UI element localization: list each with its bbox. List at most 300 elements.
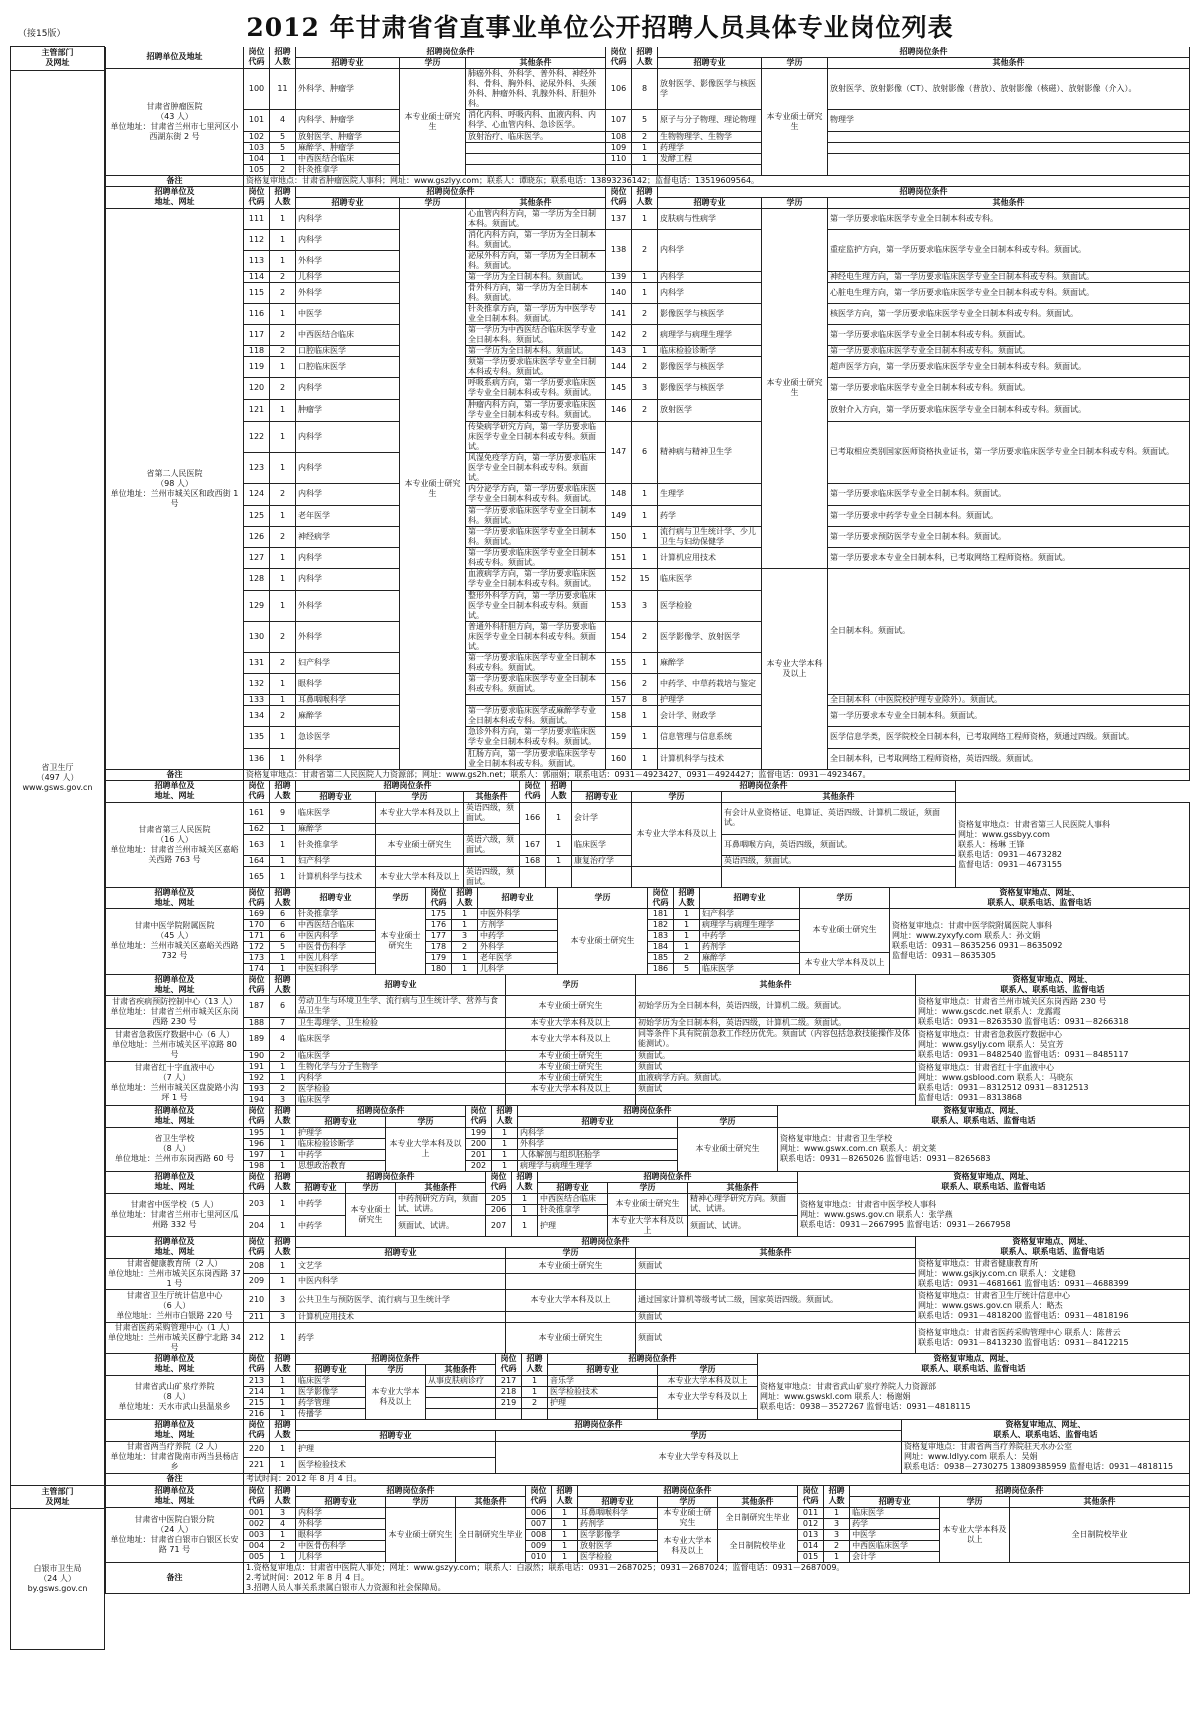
post-code: 112 <box>244 229 270 250</box>
post-code: 160 <box>606 748 632 769</box>
table-cell: 学历 <box>632 791 722 802</box>
section-chinese-medicine-hospital <box>105 887 1190 975</box>
post-code: 128 <box>244 568 270 590</box>
unit-name: 甘肃省卫生厅统计信息中心 （6 人） 单位地址：兰州市白银路 220 号 <box>106 1289 244 1322</box>
table-cell: 学历 <box>940 1496 1010 1507</box>
post-major: 公共卫生与预防医学、流行病与卫生统计学 <box>296 1289 506 1311</box>
post-count: 3 <box>270 1289 296 1311</box>
post-other: 泌尿外科方向，第一学历为全日制本科。须面试。 <box>466 250 606 271</box>
section-third-hospital <box>105 780 1190 888</box>
table-row <box>106 705 1190 726</box>
post-major: 麻醉学、肿瘤学 <box>296 142 400 153</box>
table-cell: 招聘专业 <box>296 887 376 908</box>
post-major: 外科学 <box>296 1518 386 1529</box>
post-code: 107 <box>606 109 632 131</box>
post-major: 护理学 <box>296 1127 386 1138</box>
post-major: 药学 <box>850 1518 940 1529</box>
table-cell: 招聘 人数 <box>270 1171 296 1193</box>
post-other <box>466 164 606 175</box>
note-text: 资格复审地点：甘肃省肿瘤医院人事科；网址：www.gszlyy.com；联系人：谭晓东；联系电话：13893236142；监督电话：13519609564。 <box>244 175 1190 186</box>
post-major: 耳鼻咽喉科学 <box>296 694 400 705</box>
table-cell: 学历 <box>608 1182 688 1193</box>
table-cell: 招聘 人数 <box>512 1171 538 1193</box>
table-row <box>106 208 1190 229</box>
post-edu <box>506 1311 636 1322</box>
post-edu: 本专业大学本科及以上 <box>506 1083 636 1094</box>
post-count: 8 <box>632 68 658 109</box>
post-major: 病理学与病理生理学 <box>518 1160 678 1171</box>
contact-info: 资格复审地点：甘肃省卫生学校 网址：www.gswx.com.cn 联系人：胡文莱 联系电话：0931－8265026 监督电话：0931－8265683 <box>778 1127 1190 1171</box>
table-cell: 岗位 代码 <box>244 47 270 69</box>
post-code: 161 <box>244 802 270 823</box>
post-code: 133 <box>244 694 270 705</box>
table-cell: 学历 <box>386 1496 456 1507</box>
table-cell: 岗位 代码 <box>798 1486 824 1508</box>
post-major: 计算机应用技术 <box>296 1311 506 1322</box>
table-row <box>106 1127 1190 1138</box>
post-other: 须面试、试讲。 <box>688 1215 798 1236</box>
table-cell: 学历 <box>400 57 466 68</box>
post-count: 1 <box>270 399 296 421</box>
post-count: 1 <box>270 1551 296 1562</box>
post-count: 1 <box>270 823 296 834</box>
table-cell: 招聘岗位条件 <box>658 47 1190 58</box>
post-code: 013 <box>798 1529 824 1540</box>
post-code: 162 <box>244 823 270 834</box>
unit-name: 省卫生学校 （8 人） 单位地址：兰州市东岗西路 60 号 <box>106 1127 244 1171</box>
post-other: 消化内科方向，第一学历为全日制本科。须面试。 <box>466 229 606 250</box>
post-major: 口腔临床医学 <box>296 345 400 356</box>
post-count: 1 <box>452 908 478 919</box>
post-major: 劳动卫生与环境卫生学、流行病与卫生统计学、营养与食品卫生学 <box>296 995 506 1017</box>
post-major: 临床医学 <box>296 1094 506 1105</box>
post-other: 已考取相应类别国家医师资格执业证书，第一学历要求临床医学专业全日制本科或专科。须面试。 <box>828 421 1190 483</box>
post-code: 104 <box>244 153 270 164</box>
post-count: 3 <box>632 590 658 621</box>
post-count: 2 <box>270 345 296 356</box>
post-count: 1 <box>270 952 296 963</box>
post-other: 英语六级，须面试。 <box>464 834 520 855</box>
table-cell: 岗位 代码 <box>606 47 632 69</box>
post-count: 1 <box>546 855 572 866</box>
table-cell: 其他条件 <box>466 57 606 68</box>
post-major: 外科学 <box>296 282 400 303</box>
table-cell: 招聘 人数 <box>270 1486 296 1508</box>
table-cell: 招聘岗位条件 <box>578 1486 798 1497</box>
table-row <box>106 68 1190 109</box>
post-code: 199 <box>466 1127 492 1138</box>
table-row <box>106 694 1190 705</box>
post-count: 1 <box>452 963 478 974</box>
post-other <box>828 131 1190 142</box>
note-label: 备注 <box>106 1473 244 1485</box>
post-other: 医学信息学类，医学院校全日制本科，已考取网络工程师资格，须通过四级。须面试。 <box>828 726 1190 748</box>
post-major: 儿科学 <box>478 963 558 974</box>
post-major: 眼科学 <box>296 673 400 694</box>
post-other: 第一学历要求临床医学专业全日制本科。须面试。 <box>466 526 606 547</box>
post-code: 211 <box>244 1311 270 1322</box>
table-cell: 招聘专业 <box>296 974 506 995</box>
post-code: 209 <box>244 1274 270 1290</box>
post-major: 精神病与精神卫生学 <box>658 421 762 483</box>
table-cell: 学历 <box>506 974 636 995</box>
post-major: 外科学 <box>296 621 400 652</box>
post-major: 药学 <box>658 505 762 526</box>
post-major: 中西医结合临床 <box>538 1193 608 1204</box>
table-cell: 招聘专业 <box>478 887 558 908</box>
post-other: 放射介入方向，第一学历要求临床医学专业全日制本科或专科。须面试。 <box>828 399 1190 421</box>
post-count: 6 <box>270 995 296 1017</box>
post-count: 1 <box>632 547 658 568</box>
table-cell: 学历 <box>496 1430 902 1441</box>
post-major: 老年医学 <box>478 952 558 963</box>
note-text: 资格复审地点：甘肃省第二人民医院人力资源部；网址：www.gs2h.net；联系人：郭丽娟；联系电话：0931－4923427、0931－4924427；监督电话：0931－4923467。 <box>244 769 1190 780</box>
post-code: 182 <box>648 919 674 930</box>
post-code: 190 <box>244 1050 270 1061</box>
post-other: 针灸推拿方向，第一学历为中医学专业全日制本科。须面试。 <box>466 303 606 324</box>
table-cell: 招聘专业 <box>296 1430 496 1441</box>
post-other <box>828 153 1190 175</box>
post-code: 113 <box>244 250 270 271</box>
post-code: 143 <box>606 345 632 356</box>
post-count: 1 <box>512 1204 538 1215</box>
post-count: 1 <box>632 726 658 748</box>
post-other: 第一学历要求临床医学专业全日制本科或专科。须面试。 <box>466 673 606 694</box>
table-cell: 招聘单位及 地址、网址 <box>106 1171 244 1193</box>
post-code: 008 <box>526 1529 552 1540</box>
post-code: 155 <box>606 652 632 673</box>
unit-name: 甘肃省健康教育所（2 人） 单位地址：兰州市城关区东岗西路 371 号 <box>106 1258 244 1289</box>
post-count: 1 <box>632 748 658 769</box>
post-code: 184 <box>648 941 674 952</box>
table-cell: 招聘岗位条件 <box>296 1419 902 1430</box>
post-major: 内科学 <box>658 229 762 271</box>
post-major: 外科学 <box>518 1138 678 1149</box>
post-count: 2 <box>632 131 658 142</box>
post-code: 186 <box>648 963 674 974</box>
post-count: 1 <box>270 855 296 866</box>
post-other: 第一学历要求中药学专业全日制本科。须面试。 <box>828 505 1190 526</box>
post-count: 1 <box>546 834 572 855</box>
post-other: 消化内科、呼吸内科、血液内科、内科学、心血管内科、急诊医学。 <box>466 109 606 131</box>
table-cell: 学历 <box>800 887 890 908</box>
post-other: 同等条件下具有院前急救工作经历优先。须面试（内容包括急救技能操作及体能测试）。 <box>636 1028 916 1050</box>
post-code: 116 <box>244 303 270 324</box>
contact-info: 资格复审地点：甘肃省健康教育所 网址：www.gsjkjy.com.cn 联系人：文建稳 联系电话：0931－4681661 监督电话：0931－4688399 <box>916 1258 1190 1289</box>
post-edu <box>376 855 464 866</box>
post-code: 101 <box>244 109 270 131</box>
post-count: 1 <box>270 673 296 694</box>
post-count: 1 <box>270 590 296 621</box>
post-code: 012 <box>798 1518 824 1529</box>
post-count: 1 <box>552 1551 578 1562</box>
post-code: 001 <box>244 1507 270 1518</box>
post-edu: 本专业大学本科及以上 <box>658 1529 718 1562</box>
post-code: 203 <box>244 1193 270 1215</box>
post-edu: 本专业硕士研究生 <box>762 208 828 568</box>
post-count: 6 <box>270 919 296 930</box>
post-code: 125 <box>244 505 270 526</box>
table-cell: 招聘单位及 地址、网址 <box>106 1486 244 1508</box>
post-count: 2 <box>270 324 296 345</box>
post-count: 1 <box>632 282 658 303</box>
post-code: 130 <box>244 621 270 652</box>
post-edu: 本专业硕士研究生 <box>558 908 648 974</box>
post-count: 2 <box>632 399 658 421</box>
post-major: 麻醉学 <box>658 652 762 673</box>
post-count: 2 <box>452 941 478 952</box>
post-count: 6 <box>270 930 296 941</box>
post-code: 124 <box>244 483 270 505</box>
post-code: 183 <box>648 930 674 941</box>
post-count: 1 <box>270 726 296 748</box>
post-major: 针灸推拿学 <box>296 834 376 855</box>
page-title: 2012 年甘肃省省直事业单位公开招聘人员具体专业岗位列表 <box>246 13 954 42</box>
post-count: 1 <box>270 1258 296 1274</box>
post-major: 病理学与病理生理学 <box>658 324 762 345</box>
table-cell: 招聘 人数 <box>674 887 700 908</box>
table-row <box>106 483 1190 505</box>
unit-name: 甘肃省疾病预防控制中心（13 人） 单位地址：甘肃省兰州市城关区东岗西路 230 号 <box>106 995 244 1028</box>
post-code: 138 <box>606 229 632 271</box>
contact-info: 资格复审地点：甘肃省医药采购管理中心 联系人：陈普云 联系电话：0931－8413230 监督电话：0931－8412215 <box>916 1322 1190 1353</box>
post-major: 中药学 <box>700 930 800 941</box>
post-edu: 本专业大学本科及以上 <box>658 1375 758 1386</box>
table-cell: 其他条件 <box>688 1182 798 1193</box>
table-cell: 学历 <box>658 1496 718 1507</box>
post-code: 111 <box>244 208 270 229</box>
post-other: 肿瘤内科方向，第一学历要求临床医学专业全日制本科或专科。须面试。 <box>466 399 606 421</box>
table-cell: 招聘单位及 地址、网址 <box>106 1353 244 1375</box>
post-count: 6 <box>632 421 658 483</box>
post-code: 146 <box>606 399 632 421</box>
table-cell: 招聘 人数 <box>270 974 296 995</box>
post-major: 内科学、肿瘤学 <box>296 109 400 131</box>
table-row <box>106 421 1190 452</box>
post-count: 2 <box>270 1083 296 1094</box>
table-cell: 其他条件 <box>636 1247 916 1258</box>
post-other: 通过国家计算机等级考试二级，国家英语四级。须面试。 <box>636 1289 916 1311</box>
post-edu <box>376 823 464 834</box>
post-count: 2 <box>270 164 296 175</box>
post-count: 4 <box>270 1028 296 1050</box>
post-other: 须面试 <box>636 1061 916 1072</box>
post-other: 耳鼻咽喉方向，英语四级，须面试。 <box>722 834 956 855</box>
post-code: 103 <box>244 142 270 153</box>
dept-header-2: 主管部门 及网址 <box>11 1486 105 1509</box>
unit-name: 甘肃省两当疗养院（2 人） 单位地址：甘肃省陇南市两当县杨店乡 <box>106 1441 244 1473</box>
table-cell: 岗位 代码 <box>244 1105 270 1127</box>
section-second-hospital <box>105 186 1190 781</box>
post-count: 1 <box>270 1397 296 1408</box>
post-major: 护理学 <box>658 694 762 705</box>
table-cell: 其他条件 <box>426 1364 496 1375</box>
table-row <box>106 1171 1190 1182</box>
table-row <box>106 131 1190 142</box>
table-cell: 招聘专业 <box>296 1182 346 1193</box>
post-count: 1 <box>270 1193 296 1215</box>
post-count: 1 <box>270 1386 296 1397</box>
table-row <box>106 748 1190 769</box>
post-major: 临床医学 <box>296 802 376 823</box>
post-edu: 本专业硕士研究生 <box>506 1072 636 1083</box>
post-count: 1 <box>452 919 478 930</box>
post-major: 口腔临床医学 <box>296 356 400 377</box>
page <box>10 0 1190 1650</box>
post-code: 218 <box>496 1386 522 1397</box>
table-row <box>106 769 1190 780</box>
post-major: 中医外科学 <box>478 908 558 919</box>
post-major: 中医内科学 <box>296 930 376 941</box>
table-cell: 招聘单位及 地址、网址 <box>106 1236 244 1258</box>
table-cell: 招聘专业 <box>658 197 762 208</box>
post-count: 1 <box>632 505 658 526</box>
post-major: 老年医学 <box>296 505 400 526</box>
post-other: 神经电生理方向，第一学历要求临床医学专业全日制本科或专科。须面试。 <box>828 271 1190 282</box>
table-cell: 招聘岗位条件 <box>296 47 606 58</box>
table-cell: 岗位 代码 <box>486 1171 512 1193</box>
post-code: 149 <box>606 505 632 526</box>
post-other: 全日制研究生毕业 <box>718 1507 798 1529</box>
post-major: 中医儿科学 <box>296 952 376 963</box>
post-code: 185 <box>648 952 674 963</box>
post-major: 信息管理与信息系统 <box>658 726 762 748</box>
post-major: 临床医学 <box>700 963 800 974</box>
post-count: 1 <box>552 1518 578 1529</box>
table-cell: 岗位 代码 <box>520 780 546 802</box>
unit-name: 甘肃省医药采购管理中心（1 人） 单位地址：兰州市城关区静宁北路 34 号 <box>106 1322 244 1353</box>
post-count: 5 <box>270 142 296 153</box>
post-major: 计算机应用技术 <box>658 547 762 568</box>
post-other: 英语四级，须面试。 <box>464 802 520 823</box>
table-cell: 招聘专业 <box>296 57 400 68</box>
post-major: 眼科学 <box>296 1529 386 1540</box>
post-edu: 本专业大学本科及以上 <box>376 866 464 887</box>
table-row <box>106 995 1190 1017</box>
table-row <box>106 568 1190 590</box>
post-major: 放射医学 <box>658 399 762 421</box>
table-cell: 学历 <box>366 1364 426 1375</box>
post-code: 191 <box>244 1061 270 1072</box>
post-code: 123 <box>244 452 270 483</box>
post-count: 3 <box>632 377 658 399</box>
post-code: 006 <box>526 1507 552 1518</box>
post-other: 第一学历要求临床医学专业全日制本科或专科。须面试。 <box>466 652 606 673</box>
post-other: 从事皮肤病诊疗 <box>426 1375 496 1386</box>
post-count: 1 <box>270 1457 296 1473</box>
post-major: 内科学 <box>296 421 400 452</box>
post-other: 放射治疗、临床医学。 <box>466 131 606 142</box>
post-count: 2 <box>270 1050 296 1061</box>
post-major: 急诊医学 <box>296 726 400 748</box>
post-count: 2 <box>270 483 296 505</box>
post-major: 病理学与病理生理学 <box>700 919 800 930</box>
post-count: 1 <box>632 652 658 673</box>
post-major: 计算机科学与技术 <box>658 748 762 769</box>
post-other: 第一学历要求预防医学专业全日制本科。须面试。 <box>828 526 1190 547</box>
post-major: 内科学 <box>658 271 762 282</box>
post-code: 188 <box>244 1017 270 1028</box>
post-count: 2 <box>270 377 296 399</box>
post-count: 3 <box>270 1507 296 1518</box>
post-major: 人体解剖与组织胚胎学 <box>518 1149 678 1160</box>
post-code: 118 <box>244 345 270 356</box>
post-code: 179 <box>426 952 452 963</box>
table-cell: 招聘单位及 地址、网址 <box>106 974 244 995</box>
table-row <box>106 175 1190 186</box>
post-count: 5 <box>674 963 700 974</box>
contact-info: 资格复审地点：甘肃省兰州市城关区东岗西路 230 号 网址：www.gscdc.net 联系人：龙露霞 联系电话：0931－8263530 监督电话：0931－8266318 <box>916 995 1190 1028</box>
post-major: 原子与分子物理、理论物理 <box>658 109 762 131</box>
table-cell: 资格复审地点、网址、 联系人、联系电话、监督电话 <box>778 1105 1190 1127</box>
table-cell: 招聘单位及 地址、网址 <box>106 1105 244 1127</box>
post-other: 心脏电生理方向，第一学历要求临床医学专业全日制本科或专科。须面试。 <box>828 282 1190 303</box>
unit-name: 甘肃省中医学校（5 人） 单位地址：甘肃省兰州市七里河区瓜州路 332 号 <box>106 1193 244 1236</box>
post-other: 第一学历要求临床医学专业全日制本科或专科。须面试。 <box>828 345 1190 356</box>
post-major: 内科学 <box>296 483 400 505</box>
post-count: 2 <box>270 1540 296 1551</box>
post-major: 外科学 <box>296 250 400 271</box>
post-major: 中医骨伤科学 <box>296 941 376 952</box>
post-code: 005 <box>244 1551 270 1562</box>
post-count: 1 <box>270 229 296 250</box>
post-count: 1 <box>552 1507 578 1518</box>
post-edu: 本专业大学本科及以上 <box>800 952 890 974</box>
post-other: 第一学历要求临床医学专业全日制本科。须面试。 <box>828 483 1190 505</box>
post-other: 初始学历为全日制本科，英语四级，计算机二级。须面试。 <box>636 1017 916 1028</box>
post-code: 200 <box>466 1138 492 1149</box>
table-cell: 招聘专业 <box>518 1116 678 1127</box>
note-text: 考试时间：2012 年 8 月 4 日。 <box>244 1473 1190 1485</box>
table-cell: 资格复审地点、网址、 联系人、联系电话、监督电话 <box>916 1236 1190 1258</box>
post-other: 第一学历为全日制本科。须面试。 <box>466 271 606 282</box>
table-row <box>106 324 1190 345</box>
table-row <box>106 345 1190 356</box>
post-major: 文艺学 <box>296 1258 506 1274</box>
post-code: 212 <box>244 1322 270 1353</box>
post-major: 临床医学 <box>572 834 632 855</box>
unit-name: 甘肃省中医院白银分院 （24 人） 单位地址：甘肃省白银市白银区长安路 71 号 <box>106 1507 244 1562</box>
post-count: 1 <box>824 1551 850 1562</box>
post-major: 麻醉学 <box>296 823 376 834</box>
contact-info: 资格复审地点：甘肃省中医学校人事科 网址：www.gsws.gov.cn 联系人：张学燕 联系电话：0931－2667995 监督电话：0931－2667958 <box>798 1193 1190 1236</box>
table-cell: 招聘 人数 <box>492 1105 518 1127</box>
table-cell: 其他条件 <box>722 791 956 802</box>
post-major: 临床医学 <box>658 568 762 590</box>
post-other: 全日制本科，已考取网络工程师资格，英语四级。须面试。 <box>828 748 1190 769</box>
post-count: 1 <box>512 1215 538 1236</box>
post-other: 心血管内科方向，第一学历为全日制本科。须面试。 <box>466 208 606 229</box>
post-count: 1 <box>522 1375 548 1386</box>
post-count: 1 <box>270 1149 296 1160</box>
post-other: 第一学历要求临床医学专业全日制本科或专科。须面试。 <box>828 324 1190 345</box>
table-cell: 岗位 代码 <box>244 1419 270 1441</box>
post-code: 135 <box>244 726 270 748</box>
post-major: 生物化学与分子生物学 <box>296 1061 506 1072</box>
post-count: 1 <box>270 834 296 855</box>
post-count: 2 <box>270 526 296 547</box>
post-major: 药学管理 <box>296 1397 366 1408</box>
post-code: 208 <box>244 1258 270 1274</box>
table-cell: 岗位 代码 <box>244 1236 270 1258</box>
post-other: 须面试 <box>636 1258 916 1274</box>
post-major: 内科学 <box>518 1127 678 1138</box>
post-code: 119 <box>244 356 270 377</box>
post-major: 内科学 <box>296 229 400 250</box>
post-count: 2 <box>824 1540 850 1551</box>
post-code: 210 <box>244 1289 270 1311</box>
post-count: 2 <box>632 324 658 345</box>
